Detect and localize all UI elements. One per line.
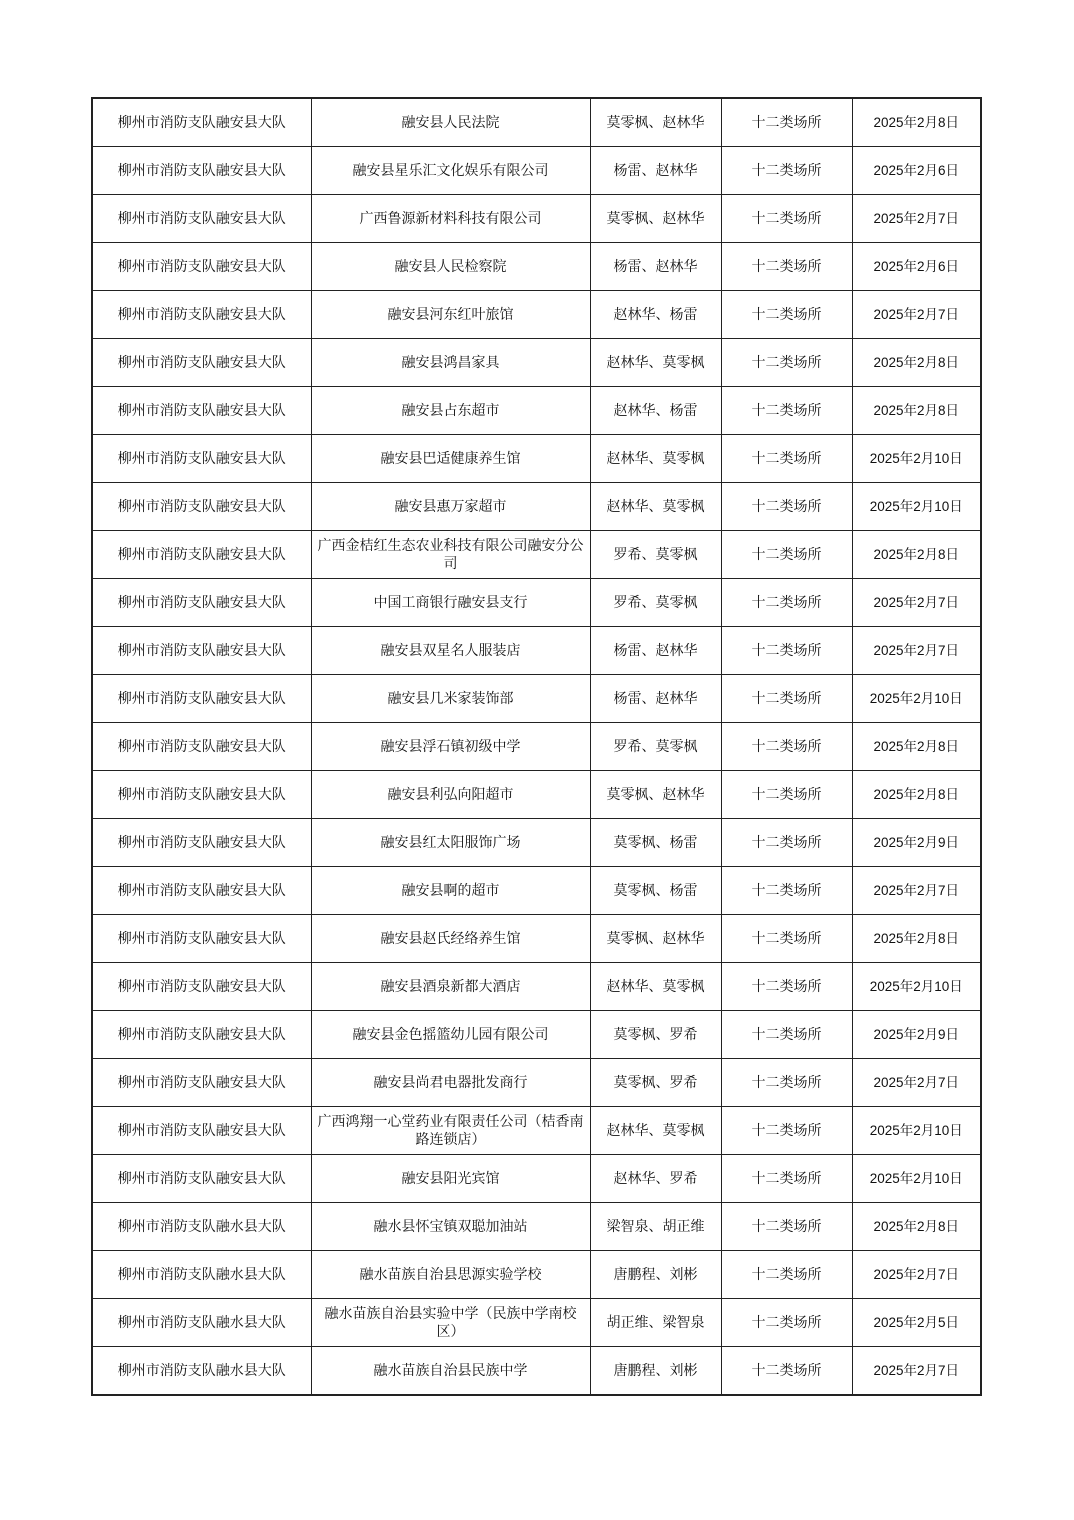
place-name-cell: 融安县巴适健康养生馆 bbox=[311, 435, 590, 483]
category-cell: 十二类场所 bbox=[721, 291, 852, 339]
category-cell: 十二类场所 bbox=[721, 915, 852, 963]
place-name-cell: 融安县浮石镇初级中学 bbox=[311, 723, 590, 771]
table-row bbox=[92, 867, 981, 915]
inspectors-cell: 罗希、莫零枫 bbox=[590, 531, 721, 579]
inspectors-cell: 莫零枫、罗希 bbox=[590, 1011, 721, 1059]
table-row bbox=[92, 98, 981, 147]
unit-cell: 柳州市消防支队融安县大队 bbox=[92, 915, 311, 963]
inspectors-cell: 赵林华、罗希 bbox=[590, 1155, 721, 1203]
table-row bbox=[92, 147, 981, 195]
place-name-cell: 融安县人民检察院 bbox=[311, 243, 590, 291]
unit-cell: 柳州市消防支队融安县大队 bbox=[92, 98, 311, 147]
place-name-cell: 融水苗族自治县思源实验学校 bbox=[311, 1251, 590, 1299]
inspectors-cell: 胡正维、梁智泉 bbox=[590, 1299, 721, 1347]
category-cell: 十二类场所 bbox=[721, 1299, 852, 1347]
table-row bbox=[92, 771, 981, 819]
place-name-cell: 融水县怀宝镇双聪加油站 bbox=[311, 1203, 590, 1251]
category-cell: 十二类场所 bbox=[721, 867, 852, 915]
unit-cell: 柳州市消防支队融水县大队 bbox=[92, 1347, 311, 1396]
inspectors-cell: 莫零枫、赵林华 bbox=[590, 771, 721, 819]
category-cell: 十二类场所 bbox=[721, 579, 852, 627]
category-cell: 十二类场所 bbox=[721, 387, 852, 435]
date-cell: 2025年2月7日 bbox=[852, 291, 981, 339]
unit-cell: 柳州市消防支队融安县大队 bbox=[92, 339, 311, 387]
date-cell: 2025年2月10日 bbox=[852, 1107, 981, 1155]
date-cell: 2025年2月8日 bbox=[852, 771, 981, 819]
date-cell: 2025年2月7日 bbox=[852, 579, 981, 627]
table-row bbox=[92, 243, 981, 291]
table-row bbox=[92, 1059, 981, 1107]
table-row bbox=[92, 1347, 981, 1396]
unit-cell: 柳州市消防支队融安县大队 bbox=[92, 435, 311, 483]
category-cell: 十二类场所 bbox=[721, 531, 852, 579]
inspectors-cell: 罗希、莫零枫 bbox=[590, 579, 721, 627]
date-cell: 2025年2月10日 bbox=[852, 675, 981, 723]
date-cell: 2025年2月7日 bbox=[852, 1347, 981, 1396]
unit-cell: 柳州市消防支队融安县大队 bbox=[92, 675, 311, 723]
inspectors-cell: 杨雷、赵林华 bbox=[590, 147, 721, 195]
place-name-cell: 融安县赵氏经络养生馆 bbox=[311, 915, 590, 963]
inspectors-cell: 莫零枫、罗希 bbox=[590, 1059, 721, 1107]
date-cell: 2025年2月8日 bbox=[852, 339, 981, 387]
category-cell: 十二类场所 bbox=[721, 147, 852, 195]
unit-cell: 柳州市消防支队融安县大队 bbox=[92, 147, 311, 195]
unit-cell: 柳州市消防支队融安县大队 bbox=[92, 1011, 311, 1059]
date-cell: 2025年2月9日 bbox=[852, 1011, 981, 1059]
inspectors-cell: 赵林华、杨雷 bbox=[590, 387, 721, 435]
unit-cell: 柳州市消防支队融安县大队 bbox=[92, 867, 311, 915]
date-cell: 2025年2月7日 bbox=[852, 1251, 981, 1299]
unit-cell: 柳州市消防支队融水县大队 bbox=[92, 1299, 311, 1347]
date-cell: 2025年2月7日 bbox=[852, 627, 981, 675]
place-name-cell: 融安县利弘向阳超市 bbox=[311, 771, 590, 819]
inspectors-cell: 莫零枫、杨雷 bbox=[590, 867, 721, 915]
date-cell: 2025年2月5日 bbox=[852, 1299, 981, 1347]
table-row bbox=[92, 627, 981, 675]
category-cell: 十二类场所 bbox=[721, 1347, 852, 1396]
place-name-cell: 融安县酒泉新都大酒店 bbox=[311, 963, 590, 1011]
unit-cell: 柳州市消防支队融水县大队 bbox=[92, 1251, 311, 1299]
unit-cell: 柳州市消防支队融安县大队 bbox=[92, 531, 311, 579]
unit-cell: 柳州市消防支队融安县大队 bbox=[92, 1107, 311, 1155]
place-name-cell: 广西金桔红生态农业科技有限公司融安分公司 bbox=[311, 531, 590, 579]
date-cell: 2025年2月10日 bbox=[852, 483, 981, 531]
table-row bbox=[92, 675, 981, 723]
table-row bbox=[92, 1011, 981, 1059]
date-cell: 2025年2月6日 bbox=[852, 147, 981, 195]
unit-cell: 柳州市消防支队融安县大队 bbox=[92, 627, 311, 675]
inspectors-cell: 莫零枫、杨雷 bbox=[590, 819, 721, 867]
inspectors-cell: 梁智泉、胡正维 bbox=[590, 1203, 721, 1251]
unit-cell: 柳州市消防支队融安县大队 bbox=[92, 1059, 311, 1107]
table-row bbox=[92, 339, 981, 387]
category-cell: 十二类场所 bbox=[721, 1155, 852, 1203]
place-name-cell: 融安县几米家装饰部 bbox=[311, 675, 590, 723]
inspectors-cell: 赵林华、莫零枫 bbox=[590, 435, 721, 483]
unit-cell: 柳州市消防支队融安县大队 bbox=[92, 579, 311, 627]
date-cell: 2025年2月8日 bbox=[852, 98, 981, 147]
place-name-cell: 广西鸿翔一心堂药业有限责任公司（桔香南路连锁店） bbox=[311, 1107, 590, 1155]
date-cell: 2025年2月7日 bbox=[852, 1059, 981, 1107]
unit-cell: 柳州市消防支队融安县大队 bbox=[92, 819, 311, 867]
category-cell: 十二类场所 bbox=[721, 627, 852, 675]
date-cell: 2025年2月6日 bbox=[852, 243, 981, 291]
table-row bbox=[92, 387, 981, 435]
place-name-cell: 融安县阳光宾馆 bbox=[311, 1155, 590, 1203]
unit-cell: 柳州市消防支队融安县大队 bbox=[92, 387, 311, 435]
place-name-cell: 融安县红太阳服饰广场 bbox=[311, 819, 590, 867]
category-cell: 十二类场所 bbox=[721, 243, 852, 291]
unit-cell: 柳州市消防支队融安县大队 bbox=[92, 1155, 311, 1203]
place-name-cell: 融安县河东红叶旅馆 bbox=[311, 291, 590, 339]
inspectors-cell: 赵林华、杨雷 bbox=[590, 291, 721, 339]
place-name-cell: 融安县惠万家超市 bbox=[311, 483, 590, 531]
category-cell: 十二类场所 bbox=[721, 339, 852, 387]
date-cell: 2025年2月8日 bbox=[852, 1203, 981, 1251]
category-cell: 十二类场所 bbox=[721, 1107, 852, 1155]
category-cell: 十二类场所 bbox=[721, 1251, 852, 1299]
inspectors-cell: 杨雷、赵林华 bbox=[590, 627, 721, 675]
date-cell: 2025年2月7日 bbox=[852, 867, 981, 915]
unit-cell: 柳州市消防支队融安县大队 bbox=[92, 963, 311, 1011]
unit-cell: 柳州市消防支队融安县大队 bbox=[92, 243, 311, 291]
date-cell: 2025年2月10日 bbox=[852, 963, 981, 1011]
table-row bbox=[92, 483, 981, 531]
place-name-cell: 融水苗族自治县实验中学（民族中学南校区） bbox=[311, 1299, 590, 1347]
category-cell: 十二类场所 bbox=[721, 1203, 852, 1251]
place-name-cell: 融安县双星名人服装店 bbox=[311, 627, 590, 675]
table-row bbox=[92, 1203, 981, 1251]
inspectors-cell: 唐鹏程、刘彬 bbox=[590, 1251, 721, 1299]
table-row bbox=[92, 291, 981, 339]
table-row bbox=[92, 531, 981, 579]
place-name-cell: 融安县尚君电器批发商行 bbox=[311, 1059, 590, 1107]
inspectors-cell: 赵林华、莫零枫 bbox=[590, 963, 721, 1011]
table-row bbox=[92, 963, 981, 1011]
category-cell: 十二类场所 bbox=[721, 819, 852, 867]
inspectors-cell: 赵林华、莫零枫 bbox=[590, 1107, 721, 1155]
category-cell: 十二类场所 bbox=[721, 483, 852, 531]
place-name-cell: 中国工商银行融安县支行 bbox=[311, 579, 590, 627]
inspectors-cell: 杨雷、赵林华 bbox=[590, 675, 721, 723]
inspectors-cell: 杨雷、赵林华 bbox=[590, 243, 721, 291]
table-row bbox=[92, 1107, 981, 1155]
unit-cell: 柳州市消防支队融安县大队 bbox=[92, 483, 311, 531]
table-row bbox=[92, 1155, 981, 1203]
table-body bbox=[92, 98, 981, 1395]
place-name-cell: 融安县鸿昌家具 bbox=[311, 339, 590, 387]
place-name-cell: 融安县金色摇篮幼儿园有限公司 bbox=[311, 1011, 590, 1059]
table-row bbox=[92, 1251, 981, 1299]
table-row bbox=[92, 435, 981, 483]
date-cell: 2025年2月7日 bbox=[852, 195, 981, 243]
date-cell: 2025年2月8日 bbox=[852, 531, 981, 579]
date-cell: 2025年2月8日 bbox=[852, 915, 981, 963]
table-row bbox=[92, 915, 981, 963]
inspectors-cell: 莫零枫、赵林华 bbox=[590, 915, 721, 963]
category-cell: 十二类场所 bbox=[721, 195, 852, 243]
date-cell: 2025年2月8日 bbox=[852, 387, 981, 435]
date-cell: 2025年2月9日 bbox=[852, 819, 981, 867]
inspectors-cell: 赵林华、莫零枫 bbox=[590, 339, 721, 387]
category-cell: 十二类场所 bbox=[721, 98, 852, 147]
date-cell: 2025年2月8日 bbox=[852, 723, 981, 771]
inspectors-cell: 罗希、莫零枫 bbox=[590, 723, 721, 771]
date-cell: 2025年2月10日 bbox=[852, 435, 981, 483]
inspectors-cell: 赵林华、莫零枫 bbox=[590, 483, 721, 531]
unit-cell: 柳州市消防支队融安县大队 bbox=[92, 291, 311, 339]
inspectors-cell: 莫零枫、赵林华 bbox=[590, 98, 721, 147]
category-cell: 十二类场所 bbox=[721, 963, 852, 1011]
place-name-cell: 融水苗族自治县民族中学 bbox=[311, 1347, 590, 1396]
place-name-cell: 融安县星乐汇文化娱乐有限公司 bbox=[311, 147, 590, 195]
category-cell: 十二类场所 bbox=[721, 435, 852, 483]
category-cell: 十二类场所 bbox=[721, 1011, 852, 1059]
category-cell: 十二类场所 bbox=[721, 1059, 852, 1107]
unit-cell: 柳州市消防支队融水县大队 bbox=[92, 1203, 311, 1251]
table-row bbox=[92, 723, 981, 771]
category-cell: 十二类场所 bbox=[721, 771, 852, 819]
inspection-table bbox=[91, 97, 982, 1396]
unit-cell: 柳州市消防支队融安县大队 bbox=[92, 723, 311, 771]
table-row bbox=[92, 579, 981, 627]
place-name-cell: 广西鲁源新材料科技有限公司 bbox=[311, 195, 590, 243]
table-row bbox=[92, 1299, 981, 1347]
date-cell: 2025年2月10日 bbox=[852, 1155, 981, 1203]
category-cell: 十二类场所 bbox=[721, 675, 852, 723]
place-name-cell: 融安县啊的超市 bbox=[311, 867, 590, 915]
inspectors-cell: 唐鹏程、刘彬 bbox=[590, 1347, 721, 1396]
table-row bbox=[92, 819, 981, 867]
place-name-cell: 融安县人民法院 bbox=[311, 98, 590, 147]
inspectors-cell: 莫零枫、赵林华 bbox=[590, 195, 721, 243]
place-name-cell: 融安县占东超市 bbox=[311, 387, 590, 435]
unit-cell: 柳州市消防支队融安县大队 bbox=[92, 771, 311, 819]
table-row bbox=[92, 195, 981, 243]
unit-cell: 柳州市消防支队融安县大队 bbox=[92, 195, 311, 243]
category-cell: 十二类场所 bbox=[721, 723, 852, 771]
